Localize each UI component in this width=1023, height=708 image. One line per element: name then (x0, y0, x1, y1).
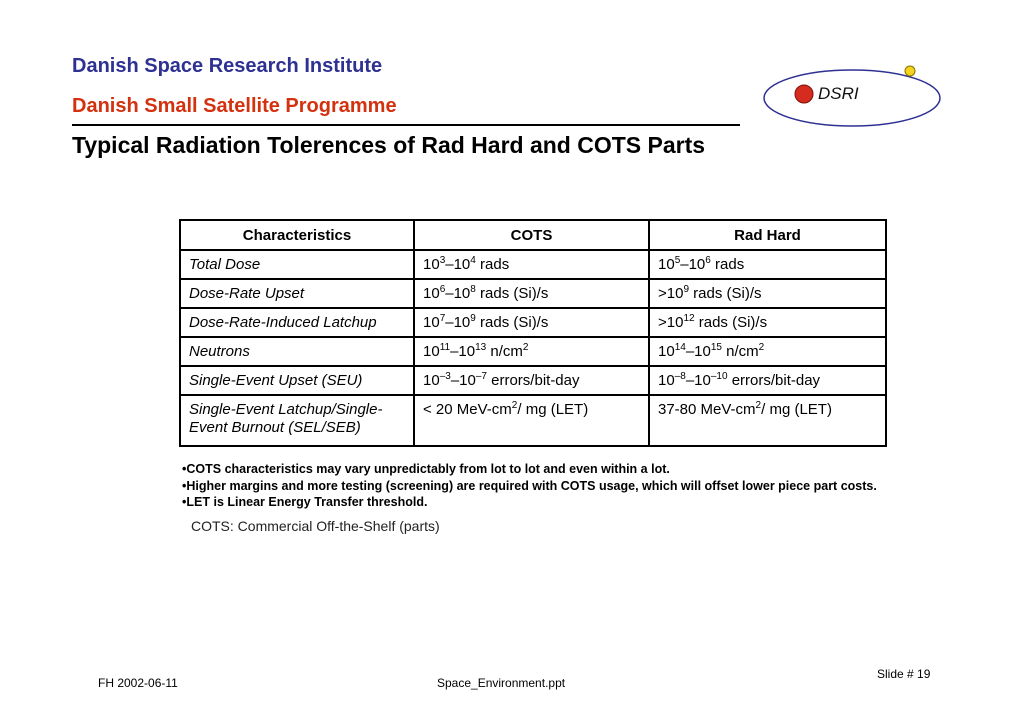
radiation-tolerance-table (179, 219, 887, 447)
table-row (180, 395, 886, 446)
characteristic-cell: Neutrons (180, 337, 414, 366)
characteristic-cell: Single-Event Upset (SEU) (180, 366, 414, 395)
notes-list (182, 461, 902, 511)
footer-slide-number: Slide # 19 (877, 667, 931, 681)
footer-filename: Space_Environment.ppt (437, 676, 566, 690)
column-header-rad-hard: Rad Hard (649, 220, 886, 250)
note-item: • Higher margins and more testing (screening) are required with COTS usage, which will offset lower piece part costs. (182, 478, 902, 495)
note-item: • COTS characteristics may vary unpredictably from lot to lot and even within a lot. (182, 461, 902, 478)
table-header-row (180, 220, 886, 250)
programme-name: Danish Small Satellite Programme (72, 95, 397, 117)
characteristic-cell: Total Dose (180, 250, 414, 279)
rad-hard-value-cell: $10^5-10^6$ rads (649, 250, 886, 279)
table-row (180, 308, 886, 337)
cots-value-cell: $10^{11}-10^{13}$ $n/cm^2$ (414, 337, 649, 366)
planet-icon (795, 85, 813, 103)
column-header-cots: COTS (414, 220, 649, 250)
characteristic-cell: Single-Event Latchup/Single-Event Burnout (SEL/SEB) (180, 395, 414, 446)
cots-value-cell: $10^3-10^4$ rads (414, 250, 649, 279)
table-row (180, 279, 886, 308)
header-divider (72, 124, 740, 126)
table-row (180, 337, 886, 366)
organization-name: Danish Space Research Institute (72, 55, 383, 77)
cots-value-cell: $10^6-10^8$ rads (Si)/s (414, 279, 649, 308)
rad-hard-value-cell: 37-80 MeV-$cm^2/$ mg (LET) (649, 395, 886, 446)
characteristic-cell: Dose-Rate Upset (180, 279, 414, 308)
logo-text: DSRI (818, 84, 859, 103)
column-header-characteristics: Characteristics (180, 220, 414, 250)
table-row (180, 366, 886, 395)
note-item: • LET is Linear Energy Transfer threshold. (182, 494, 902, 511)
rad-hard-value-cell: $>10^9$ rads (Si)/s (649, 279, 886, 308)
rad-hard-value-cell: $>10^{12}$ rads (Si)/s (649, 308, 886, 337)
cots-value-cell: $10^{-3}-10^{-7}$ errors/bit-day (414, 366, 649, 395)
footer-author-date: FH 2002-06-11 (98, 676, 178, 690)
slide-title: Typical Radiation Tolerences of Rad Hard and COTS Parts (72, 132, 706, 158)
cots-value-cell: $10^7-10^9$ rads (Si)/s (414, 308, 649, 337)
satellite-icon (905, 66, 915, 76)
cots-definition: COTS: Commercial Off-the-Shelf (parts) (191, 518, 440, 534)
rad-hard-value-cell: $10^{14}-10^{15}$ $n/cm^2$ (649, 337, 886, 366)
characteristic-cell: Dose-Rate-Induced Latchup (180, 308, 414, 337)
cots-value-cell: < 20 MeV-$cm^2/$ mg (LET) (414, 395, 649, 446)
rad-hard-value-cell: $10^{-8}-10^{-10}$ errors/bit-day (649, 366, 886, 395)
table-row (180, 250, 886, 279)
